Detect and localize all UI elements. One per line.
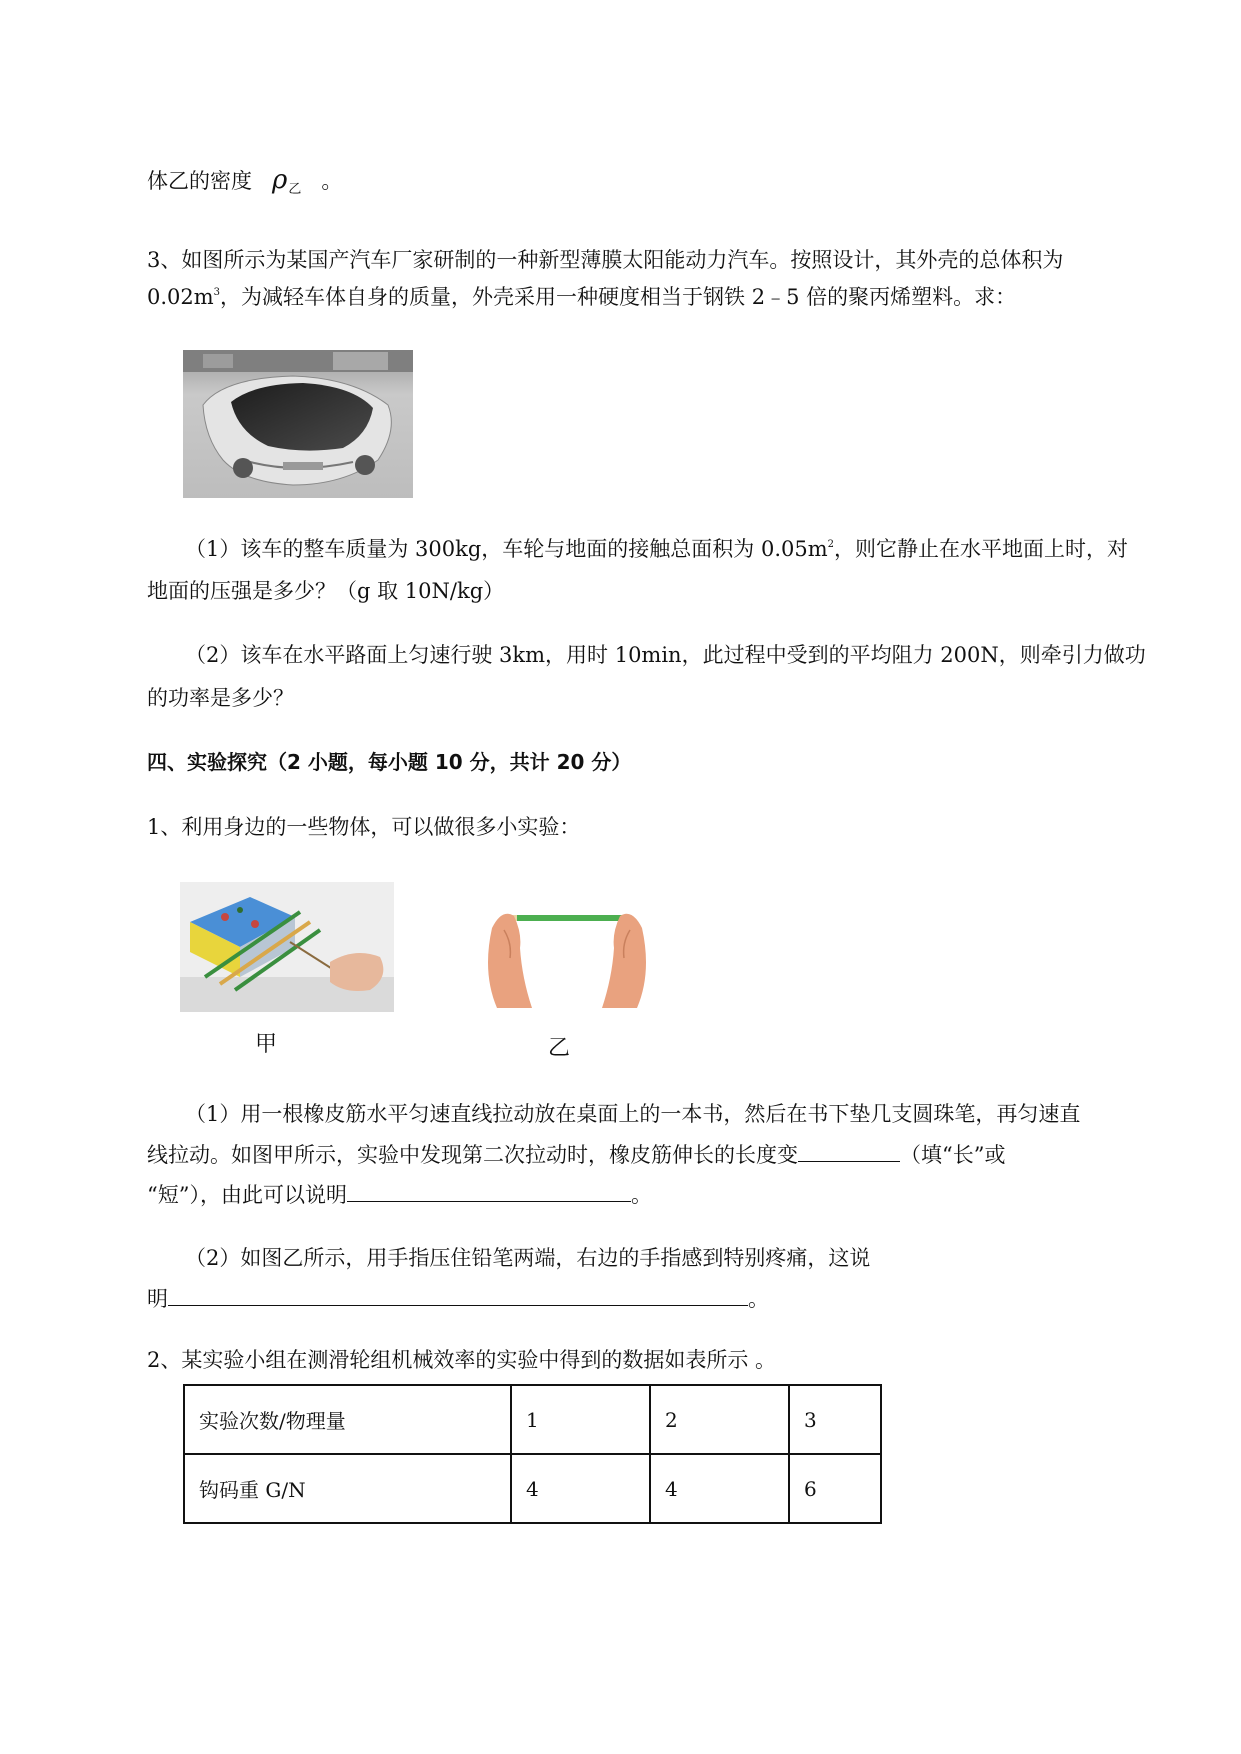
- table-cell: 4: [650, 1454, 789, 1523]
- table-row: [184, 1385, 881, 1454]
- q3-sub1-exponent: 2: [827, 539, 835, 550]
- answer-blank-1[interactable]: [798, 1139, 900, 1162]
- e1-p1-line2: [147, 1139, 1005, 1170]
- solar-car-figure: [183, 350, 413, 498]
- intro-line: [147, 165, 342, 200]
- e1-p1-line3: [147, 1179, 652, 1210]
- rho-subscript: 乙: [288, 182, 302, 197]
- e1-p2-line1: （2）如图乙所示，用手指压住铅笔两端，右边的手指感到特别疼痛，这说: [185, 1246, 871, 1270]
- e1-p2-text: 明: [147, 1287, 168, 1311]
- q3-sub1-text-a: （1）该车的整车质量为 300kg，车轮与地面的接触总面积为 0.05m: [185, 537, 828, 561]
- e1-p1-end: 。: [630, 1183, 652, 1207]
- q3-sub1-line1: [185, 534, 1128, 569]
- q3-sub2-line2: 的功率是多少？: [147, 686, 294, 710]
- e1-p1-line1: （1）用一根橡皮筋水平匀速直线拉动放在桌面上的一本书，然后在书下垫几支圆珠笔，再匀速直: [185, 1102, 1081, 1126]
- table-cell: 实验次数/物理量: [184, 1385, 511, 1454]
- answer-blank-2[interactable]: [347, 1179, 631, 1202]
- e2-line1: 2、某实验小组在测滑轮组机械效率的实验中得到的数据如表所示 。: [147, 1348, 777, 1372]
- q3-sub2-line1: （2）该车在水平路面上匀速行驶 3km，用时 10min，此过程中受到的平均阻力 200N，则牵引力做功: [185, 643, 1146, 667]
- section-heading: 四、实验探究（2 小题，每小题 10 分，共计 20 分）: [147, 750, 632, 774]
- table-cell: 2: [650, 1385, 789, 1454]
- table-row: [184, 1454, 881, 1523]
- answer-blank-3[interactable]: [168, 1283, 748, 1306]
- q3-line1: 3、如图所示为某国产汽车厂家研制的一种新型薄膜太阳能动力汽车。按照设计，其外壳的总体积为: [147, 248, 1064, 272]
- q3-line2-text: ，为减轻车体自身的质量，外壳采用一种硬度相当于钢铁 2﹣5 倍的聚丙烯塑料。求：: [220, 285, 1017, 309]
- intro-end: 。: [321, 169, 343, 193]
- q3-sub1-line2: 地面的压强是多少？（g 取 10N/kg）: [147, 579, 505, 603]
- e1-p2-end: 。: [748, 1287, 769, 1311]
- q3-volume: 0.02m: [147, 285, 214, 309]
- table-cell: 3: [789, 1385, 881, 1454]
- rho-symbol: ρ: [272, 165, 288, 195]
- caption-yi: 乙: [548, 1036, 571, 1061]
- e1-p1-text: 线拉动。如图甲所示，实验中发现第二次拉动时，橡皮筋伸长的长度变: [147, 1143, 798, 1167]
- figure-yi: [482, 888, 652, 1014]
- e1-p1-hint: （填“长”或: [900, 1143, 1006, 1167]
- table-cell: 6: [789, 1454, 881, 1523]
- table-cell: 4: [511, 1454, 650, 1523]
- caption-jia: 甲: [255, 1032, 278, 1057]
- table-cell: 1: [511, 1385, 650, 1454]
- q3-volume-exponent: 3: [213, 287, 221, 298]
- e1-p1-text-2: “短”），由此可以说明: [147, 1183, 347, 1207]
- intro-text: 体乙的密度: [147, 169, 252, 193]
- e1-p2-line2: [147, 1283, 769, 1314]
- q3-sub1-text-b: ，则它静止在水平地面上时，对: [834, 537, 1129, 561]
- q3-line2: [147, 282, 1016, 317]
- table-cell: 钩码重 G/N: [184, 1454, 511, 1523]
- figure-jia: [180, 882, 394, 1012]
- data-table: [183, 1384, 882, 1524]
- e1-line1: 1、利用身边的一些物体，可以做很多小实验：: [147, 815, 581, 839]
